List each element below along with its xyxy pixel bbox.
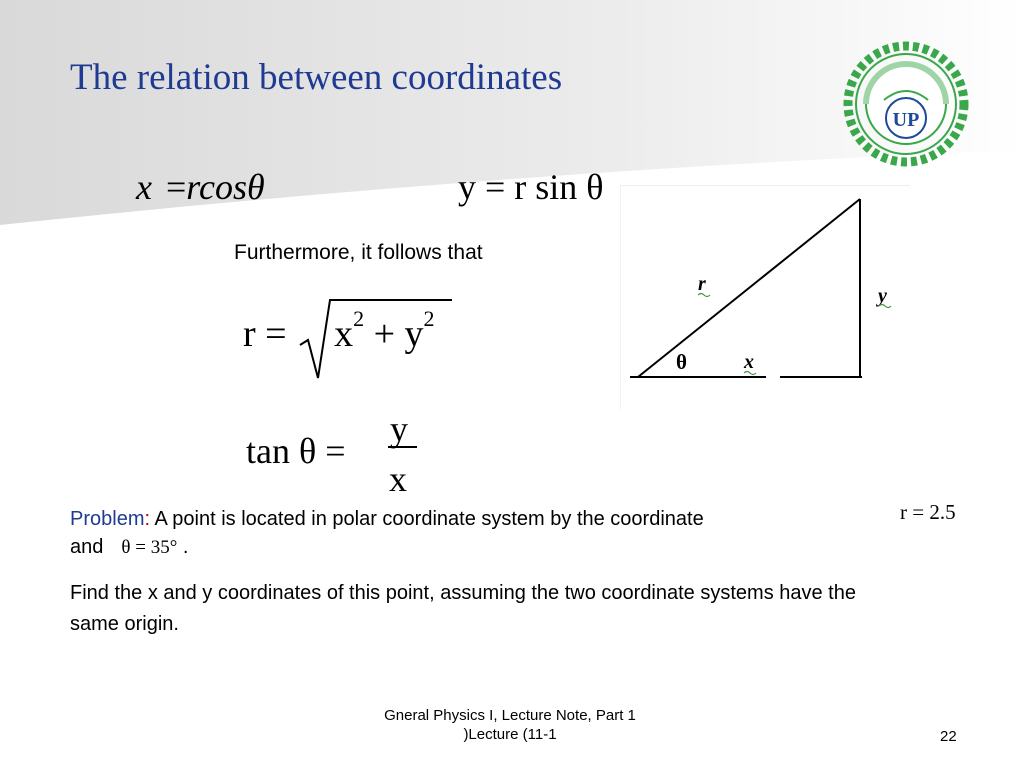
label-r: r (698, 273, 706, 295)
problem-question: Find the x and y coordinates of this point, assuming the two coordinate systems have the same origin. (70, 582, 856, 635)
theta-value: θ = 35° (121, 537, 178, 558)
tan-numerator: y (390, 409, 408, 449)
equation-x (136, 166, 265, 208)
problem-paragraph (70, 505, 890, 562)
eq-x-rhs: rcosθ (186, 167, 265, 207)
eq-r-exp2: 2 (423, 306, 435, 332)
slide-title: The relation between coordinates (70, 57, 563, 98)
triangle-diagram (620, 185, 920, 410)
eq-r-exp1: 2 (353, 306, 365, 332)
tan-denominator: x (389, 459, 407, 499)
eq-x-lhs: x (136, 167, 152, 207)
eq-r-lhs: r = (243, 313, 287, 355)
eq-x-equals: = (165, 167, 187, 207)
university-seal-icon (836, 40, 976, 168)
label-y: y (878, 285, 887, 307)
problem-and: and (70, 536, 104, 558)
equation-y: y = r sin θ (458, 167, 604, 207)
eq-r-x: x (334, 313, 354, 355)
logo-initials: UP (892, 109, 920, 131)
footer (340, 706, 680, 744)
problem-label: Problem (70, 508, 145, 530)
problem-text: A point is located in polar coordinate system by the coordinate (150, 508, 704, 530)
page-number: 22 (940, 728, 957, 745)
problem-period: . (182, 536, 189, 558)
footer-line-2: )Lecture (11-1 (463, 726, 557, 743)
equation-tan: tan θ = (246, 431, 346, 471)
footer-line-1: Gneral Physics I, Lecture Note, Part 1 (384, 707, 636, 724)
r-value: r = 2.5 (900, 500, 956, 524)
problem-block (70, 505, 890, 640)
follows-text: Furthermore, it follows that (234, 241, 483, 264)
eq-r-plus: + (373, 313, 396, 355)
label-x: x (744, 351, 754, 373)
equation-r (243, 306, 435, 356)
label-theta: θ (676, 350, 687, 374)
problem-colon: : (144, 508, 151, 530)
eq-r-y: y (404, 313, 424, 355)
